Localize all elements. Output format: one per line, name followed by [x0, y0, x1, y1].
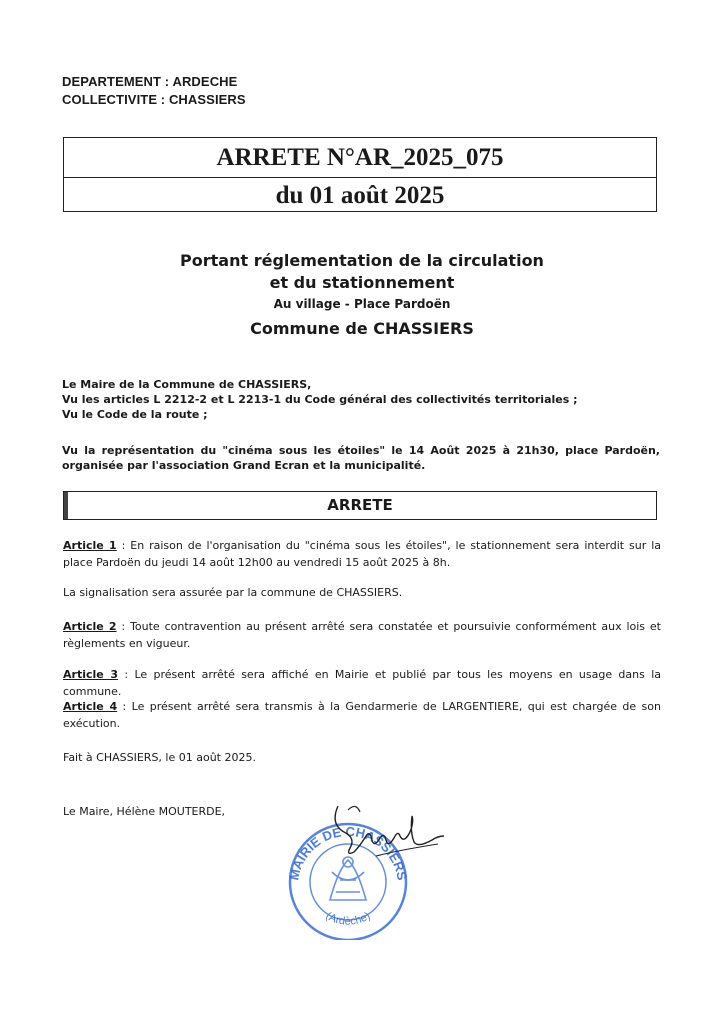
stamp-bottom-text: (Ardèche) — [323, 910, 373, 928]
article-2-text: : Toute contravention au présent arrêté sera constatée et poursuivie conformément aux lois et règlements en vigueur. — [63, 620, 661, 650]
decree-number: ARRETE N°AR_2025_075 — [216, 144, 504, 171]
article-3 — [63, 666, 661, 700]
article-4-label: Article 4 — [63, 700, 118, 713]
subject-location: Au village - Place Pardoën — [273, 297, 451, 311]
article-2 — [63, 618, 661, 652]
decree-date-box — [63, 177, 657, 212]
article-1 — [63, 537, 661, 571]
article-1-text: : En raison de l'organisation du "cinéma sous les étoiles", le stationnement sera interdit sur la place Pardoën du jeudi 14 août 12h00 au vendredi 15 août 2025 à 8h. — [63, 539, 662, 569]
subject-line-1: Portant réglementation de la circulation — [180, 251, 544, 270]
visa-code-route: Vu le Code de la route ; — [62, 408, 208, 421]
subject-line-2: et du stationnement — [269, 273, 455, 292]
article-4 — [63, 698, 661, 732]
visa-articles: Vu les articles L 2212-2 et L 2213-1 du Code général des collectivités territoriales ; — [62, 393, 578, 406]
article-1-label: Article 1 — [63, 539, 117, 552]
done-at: Fait à CHASSIERS, le 01 août 2025. — [63, 751, 256, 764]
arrete-heading-box — [63, 491, 657, 520]
article-3-label: Article 3 — [63, 668, 119, 681]
visa-mayor: Le Maire de la Commune de CHASSIERS, — [62, 378, 312, 391]
subject-commune: Commune de CHASSIERS — [250, 319, 474, 338]
article-2-label: Article 2 — [63, 620, 117, 633]
visa-representation: Vu la représentation du "cinéma sous les étoiles" le 14 Août 2025 à 21h30, place Pardoën, organisée par l'association Grand Ecran et la municipalité. — [62, 444, 660, 472]
signalisation-text: La signalisation sera assurée par la commune de CHASSIERS. — [63, 586, 403, 599]
article-4-text: : Le présent arrêté sera transmis à la Gendarmerie de LARGENTIERE, qui est chargée de son exécution. — [63, 700, 661, 730]
decree-number-box — [63, 137, 657, 178]
stamp-top-text: MAIRIE DE CHASSIERS — [286, 823, 410, 882]
article-3-text: : Le présent arrêté sera affiché en Mairie et publié par tous les moyens en usage dans la commune. — [63, 668, 662, 698]
signatory: Le Maire, Hélène MOUTERDE, — [63, 805, 226, 818]
mayor-signature — [320, 796, 450, 876]
decree-date: du 01 août 2025 — [275, 182, 445, 209]
collectivity-label: COLLECTIVITE : CHASSIERS — [62, 92, 246, 107]
department-label: DEPARTEMENT : ARDECHE — [62, 74, 238, 89]
arrete-heading: ARRETE — [327, 496, 393, 514]
